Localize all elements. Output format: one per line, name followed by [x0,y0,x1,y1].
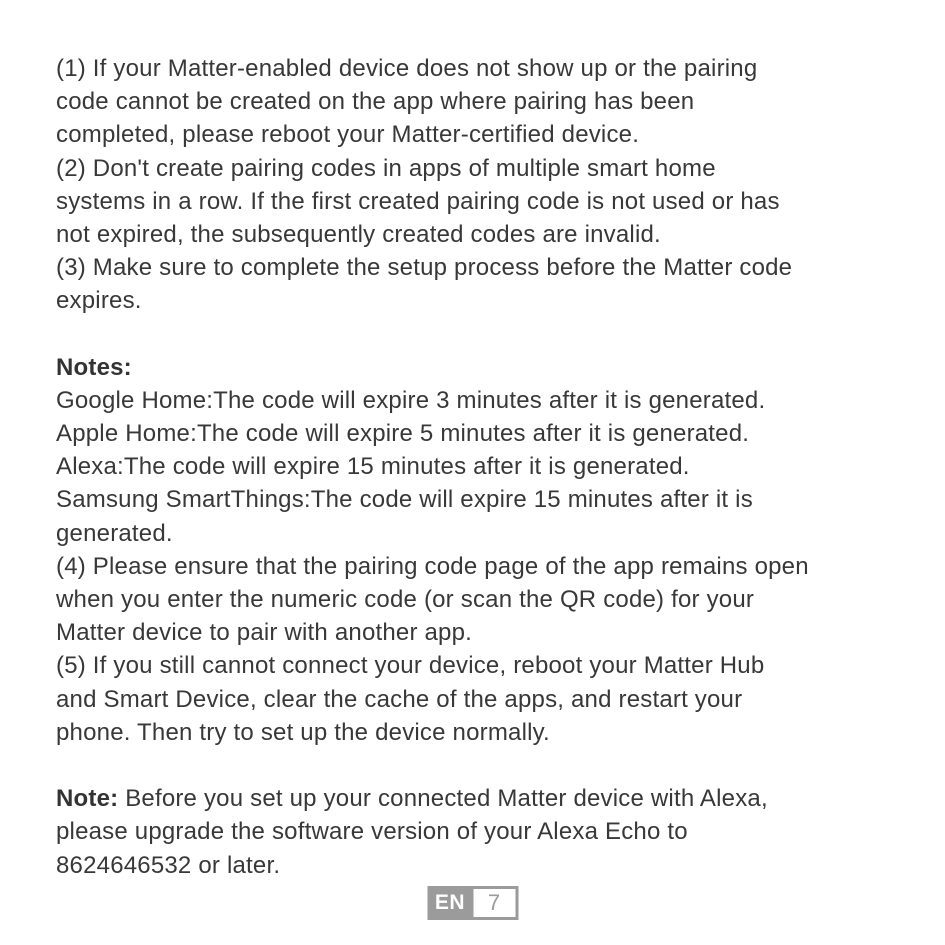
text-line: Samsung SmartThings:The code will expire 15 minutes after it is [56,486,753,514]
page-footer-badge [427,886,518,920]
language-label: EN [434,891,466,914]
text-line: completed, please reboot your Matter-certified device. [56,121,640,149]
text-line: please upgrade the software version of your Alexa Echo to [56,818,688,846]
text-line: Alexa:The code will expire 15 minutes after it is generated. [56,453,690,481]
text-line: generated. [56,519,173,547]
page-body-text [56,52,906,882]
text-line: (4) Please ensure that the pairing code page of the app remains open [56,552,809,580]
page-number: 7 [473,889,515,917]
text-line: (5) If you still cannot connect your device, reboot your Matter Hub [56,652,765,680]
text-line: expires. [56,287,142,315]
note-label: Note: [56,785,119,813]
text-line: (3) Make sure to complete the setup process before the Matter code [56,254,793,282]
notes-heading: Notes: [56,353,132,381]
text-line: Google Home:The code will expire 3 minutes after it is generated. [56,386,766,414]
text-line: Apple Home:The code will expire 5 minutes after it is generated. [56,420,750,448]
note-text: Before you set up your connected Matter device with Alexa, [118,785,768,813]
text-line: code cannot be created on the app where pairing has been [56,88,695,116]
text-line: 8624646532 or later. [56,851,281,879]
text-line: Matter device to pair with another app. [56,619,473,647]
text-line: and Smart Device, clear the cache of the apps, and restart your [56,685,743,713]
text-line: not expired, the subsequently created codes are invalid. [56,220,661,248]
text-line: when you enter the numeric code (or scan the QR code) for your [56,586,755,613]
text-line: (2) Don't create pairing codes in apps of multiple smart home [56,154,716,182]
alexa-note-line [56,782,906,815]
text-line: (1) If your Matter-enabled device does not show up or the pairing [56,55,758,82]
text-line: phone. Then try to set up the device normally. [56,718,550,746]
text-line: systems in a row. If the first created pairing code is not used or has [56,187,780,215]
